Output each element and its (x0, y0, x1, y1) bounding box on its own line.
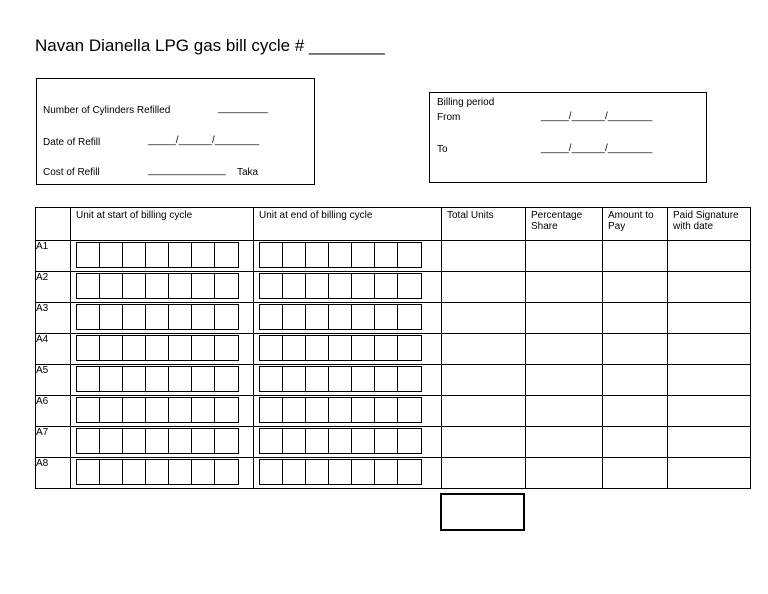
digit-box[interactable] (169, 243, 192, 267)
start-reading-digits[interactable] (76, 459, 239, 485)
digit-box[interactable] (260, 274, 283, 298)
date-of-refill-field[interactable]: _____/______/________ (148, 135, 260, 146)
digit-box[interactable] (169, 336, 192, 360)
header-unit-start: Unit at start of billing cycle (71, 208, 254, 241)
digit-box[interactable] (123, 305, 146, 329)
percentage-share-cell[interactable] (526, 272, 603, 303)
digit-box[interactable] (100, 305, 123, 329)
end-reading-digits[interactable] (259, 242, 422, 268)
digit-box[interactable] (375, 429, 398, 453)
digit-box[interactable] (215, 429, 238, 453)
percentage-share-cell[interactable] (526, 396, 603, 427)
signature-cell[interactable] (668, 334, 751, 365)
digit-box[interactable] (100, 429, 123, 453)
digit-box[interactable] (352, 429, 375, 453)
digit-box[interactable] (100, 398, 123, 422)
table-row (36, 365, 751, 396)
digit-box[interactable] (100, 243, 123, 267)
digit-box[interactable] (398, 429, 421, 453)
digit-box[interactable] (283, 429, 306, 453)
digit-box[interactable] (123, 336, 146, 360)
amount-to-pay-cell[interactable] (603, 427, 668, 458)
header-row-label (36, 208, 71, 241)
signature-cell[interactable] (668, 303, 751, 334)
digit-box[interactable] (146, 367, 169, 391)
billing-from-field[interactable]: _____/______/________ (541, 111, 653, 122)
digit-box[interactable] (146, 429, 169, 453)
table-header-row (36, 208, 751, 241)
table-row (36, 272, 751, 303)
digit-box[interactable] (77, 398, 100, 422)
start-reading-cell (71, 396, 254, 427)
digit-box[interactable] (123, 243, 146, 267)
digit-box[interactable] (77, 243, 100, 267)
digit-box[interactable] (215, 460, 238, 484)
start-reading-cell (71, 303, 254, 334)
digit-box[interactable] (306, 305, 329, 329)
header-unit-end: Unit at end of billing cycle (254, 208, 442, 241)
start-reading-digits[interactable] (76, 366, 239, 392)
start-reading-cell (71, 365, 254, 396)
billing-to-label: To (437, 144, 448, 155)
end-reading-cell (254, 427, 442, 458)
digit-box[interactable] (352, 336, 375, 360)
digit-box[interactable] (352, 243, 375, 267)
digit-box[interactable] (329, 367, 352, 391)
digit-box[interactable] (146, 460, 169, 484)
digit-box[interactable] (283, 460, 306, 484)
amount-to-pay-cell[interactable] (603, 272, 668, 303)
digit-box[interactable] (398, 398, 421, 422)
digit-box[interactable] (215, 367, 238, 391)
total-units-cell[interactable] (442, 427, 526, 458)
digit-box[interactable] (398, 367, 421, 391)
digit-box[interactable] (146, 336, 169, 360)
row-label: A3 (36, 303, 71, 334)
row-label: A8 (36, 458, 71, 489)
digit-box[interactable] (306, 398, 329, 422)
digit-box[interactable] (123, 460, 146, 484)
table-row (36, 427, 751, 458)
row-label: A6 (36, 396, 71, 427)
start-reading-digits[interactable] (76, 428, 239, 454)
signature-cell[interactable] (668, 241, 751, 272)
digit-box[interactable] (215, 243, 238, 267)
amount-to-pay-cell[interactable] (603, 396, 668, 427)
digit-box[interactable] (146, 305, 169, 329)
amount-to-pay-cell[interactable] (603, 303, 668, 334)
end-reading-cell (254, 241, 442, 272)
digit-box[interactable] (123, 274, 146, 298)
end-reading-digits[interactable] (259, 459, 422, 485)
amount-to-pay-cell[interactable] (603, 334, 668, 365)
start-reading-digits[interactable] (76, 273, 239, 299)
digit-box[interactable] (146, 274, 169, 298)
digit-box[interactable] (260, 429, 283, 453)
percentage-share-cell[interactable] (526, 365, 603, 396)
digit-box[interactable] (375, 274, 398, 298)
digit-box[interactable] (77, 367, 100, 391)
digit-box[interactable] (169, 460, 192, 484)
start-reading-digits[interactable] (76, 397, 239, 423)
end-reading-cell (254, 272, 442, 303)
signature-cell[interactable] (668, 365, 751, 396)
row-label: A5 (36, 365, 71, 396)
end-reading-digits[interactable] (259, 397, 422, 423)
end-reading-cell (254, 334, 442, 365)
amount-to-pay-cell[interactable] (603, 365, 668, 396)
digit-box[interactable] (329, 460, 352, 484)
digit-box[interactable] (283, 398, 306, 422)
digit-box[interactable] (260, 367, 283, 391)
digit-box[interactable] (329, 274, 352, 298)
digit-box[interactable] (352, 305, 375, 329)
end-reading-digits[interactable] (259, 304, 422, 330)
digit-box[interactable] (283, 243, 306, 267)
digit-box[interactable] (398, 274, 421, 298)
digit-box[interactable] (146, 243, 169, 267)
end-reading-cell (254, 396, 442, 427)
page-title: Navan Dianella LPG gas bill cycle # ________ (35, 36, 385, 55)
percentage-share-cell[interactable] (526, 303, 603, 334)
digit-box[interactable] (77, 274, 100, 298)
digit-box[interactable] (329, 429, 352, 453)
digit-box[interactable] (77, 429, 100, 453)
digit-box[interactable] (192, 367, 215, 391)
digit-box[interactable] (169, 429, 192, 453)
start-reading-digits[interactable] (76, 242, 239, 268)
digit-box[interactable] (375, 243, 398, 267)
header-paid-signature: Paid Signature with date (668, 208, 751, 241)
start-reading-cell (71, 272, 254, 303)
end-reading-cell (254, 458, 442, 489)
digit-box[interactable] (215, 305, 238, 329)
total-units-cell[interactable] (442, 272, 526, 303)
signature-cell[interactable] (668, 458, 751, 489)
digit-box[interactable] (352, 274, 375, 298)
digit-box[interactable] (123, 398, 146, 422)
billing-period-heading: Billing period (437, 97, 495, 108)
start-reading-cell (71, 458, 254, 489)
digit-box[interactable] (100, 274, 123, 298)
total-units-cell[interactable] (442, 396, 526, 427)
header-percentage-share: Percentage Share (526, 208, 603, 241)
row-label: A2 (36, 272, 71, 303)
digit-box[interactable] (260, 336, 283, 360)
table-row (36, 458, 751, 489)
digit-box[interactable] (352, 398, 375, 422)
total-units-cell[interactable] (442, 458, 526, 489)
table-row (36, 241, 751, 272)
signature-cell[interactable] (668, 272, 751, 303)
header-amount-to-pay: Amount to Pay (603, 208, 668, 241)
end-reading-cell (254, 303, 442, 334)
percentage-share-cell[interactable] (526, 334, 603, 365)
cost-of-refill-field[interactable]: ______________ (148, 165, 226, 176)
end-reading-cell (254, 365, 442, 396)
digit-box[interactable] (260, 460, 283, 484)
digit-box[interactable] (192, 274, 215, 298)
digit-box[interactable] (192, 305, 215, 329)
table-row (36, 334, 751, 365)
billing-to-field[interactable]: _____/______/________ (541, 143, 653, 154)
header-total-units: Total Units (442, 208, 526, 241)
end-reading-digits[interactable] (259, 273, 422, 299)
digit-box[interactable] (77, 460, 100, 484)
digit-box[interactable] (100, 336, 123, 360)
digit-box[interactable] (375, 367, 398, 391)
end-reading-digits[interactable] (259, 366, 422, 392)
date-of-refill-label: Date of Refill (43, 137, 101, 148)
row-label: A4 (36, 334, 71, 365)
cylinders-refilled-label: Number of Cylinders Refilled (43, 105, 171, 116)
billing-period-box (429, 92, 707, 183)
digit-box[interactable] (260, 398, 283, 422)
table-row (36, 303, 751, 334)
end-reading-digits[interactable] (259, 428, 422, 454)
digit-box[interactable] (352, 367, 375, 391)
digit-box[interactable] (306, 243, 329, 267)
cylinders-refilled-field[interactable]: _________ (218, 103, 269, 114)
digit-box[interactable] (100, 460, 123, 484)
digit-box[interactable] (306, 460, 329, 484)
digit-box[interactable] (375, 460, 398, 484)
total-units-cell[interactable] (442, 241, 526, 272)
digit-box[interactable] (215, 336, 238, 360)
digit-box[interactable] (329, 398, 352, 422)
cost-of-refill-label: Cost of Refill (43, 167, 100, 178)
amount-to-pay-cell[interactable] (603, 241, 668, 272)
digit-box[interactable] (169, 274, 192, 298)
row-label: A7 (36, 427, 71, 458)
digit-box[interactable] (398, 243, 421, 267)
digit-box[interactable] (329, 336, 352, 360)
digit-box[interactable] (398, 305, 421, 329)
start-reading-cell (71, 334, 254, 365)
digit-box[interactable] (260, 305, 283, 329)
start-reading-cell (71, 241, 254, 272)
digit-box[interactable] (123, 367, 146, 391)
digit-box[interactable] (283, 274, 306, 298)
digit-box[interactable] (169, 398, 192, 422)
digit-box[interactable] (215, 398, 238, 422)
digit-box[interactable] (329, 243, 352, 267)
digit-box[interactable] (375, 398, 398, 422)
digit-box[interactable] (306, 429, 329, 453)
digit-box[interactable] (283, 336, 306, 360)
digit-box[interactable] (375, 336, 398, 360)
signature-cell[interactable] (668, 396, 751, 427)
digit-box[interactable] (192, 460, 215, 484)
start-reading-cell (71, 427, 254, 458)
end-reading-digits[interactable] (259, 335, 422, 361)
digit-box[interactable] (77, 305, 100, 329)
digit-box[interactable] (192, 429, 215, 453)
digit-box[interactable] (306, 336, 329, 360)
amount-to-pay-cell[interactable] (603, 458, 668, 489)
digit-box[interactable] (169, 367, 192, 391)
digit-box[interactable] (100, 367, 123, 391)
percentage-share-cell[interactable] (526, 241, 603, 272)
digit-box[interactable] (306, 274, 329, 298)
cost-unit-label: Taka (237, 167, 259, 178)
percentage-share-cell[interactable] (526, 427, 603, 458)
total-units-cell[interactable] (442, 334, 526, 365)
digit-box[interactable] (352, 460, 375, 484)
digit-box[interactable] (215, 274, 238, 298)
percentage-share-cell[interactable] (526, 458, 603, 489)
signature-cell[interactable] (668, 427, 751, 458)
start-reading-digits[interactable] (76, 304, 239, 330)
digit-box[interactable] (283, 367, 306, 391)
digit-box[interactable] (169, 305, 192, 329)
digit-box[interactable] (77, 336, 100, 360)
refill-details-box (36, 78, 315, 185)
digit-box[interactable] (398, 336, 421, 360)
digit-box[interactable] (192, 398, 215, 422)
total-units-cell[interactable] (442, 365, 526, 396)
row-label: A1 (36, 241, 71, 272)
table-row (36, 396, 751, 427)
digit-box[interactable] (146, 398, 169, 422)
digit-box[interactable] (192, 243, 215, 267)
total-units-cell[interactable] (442, 303, 526, 334)
meter-reading-table (35, 207, 751, 489)
digit-box[interactable] (283, 305, 306, 329)
digit-box[interactable] (306, 367, 329, 391)
digit-box[interactable] (375, 305, 398, 329)
digit-box[interactable] (398, 460, 421, 484)
total-sum-box[interactable] (440, 493, 525, 531)
digit-box[interactable] (192, 336, 215, 360)
digit-box[interactable] (260, 243, 283, 267)
billing-from-label: From (437, 112, 461, 123)
start-reading-digits[interactable] (76, 335, 239, 361)
digit-box[interactable] (123, 429, 146, 453)
digit-box[interactable] (329, 305, 352, 329)
